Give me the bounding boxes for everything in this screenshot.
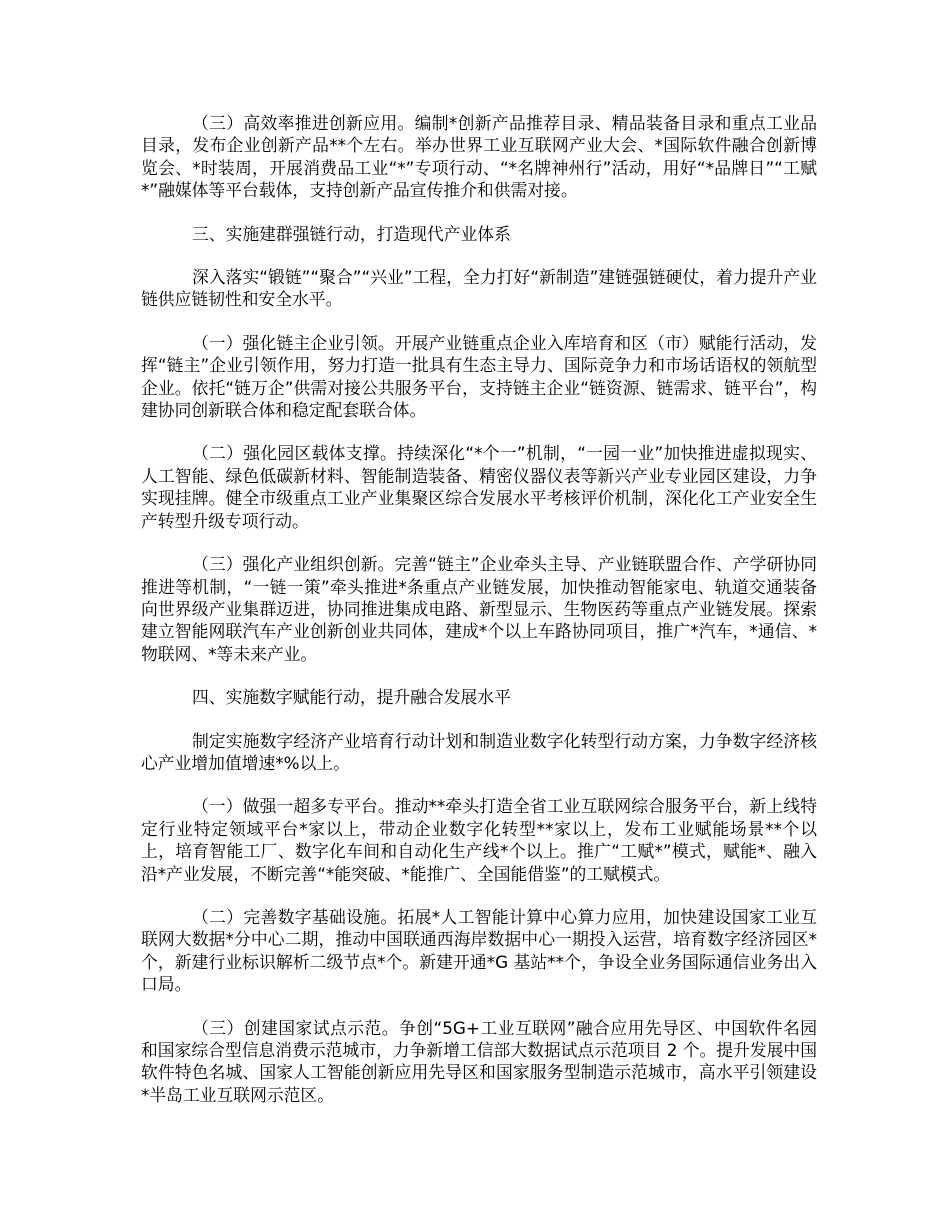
document-body [141,112,817,1127]
paragraph-chain-intro: 深入落实“锻链”“聚合”“兴业”工程，全力打好“新制造”建链强链硬仗，着力提升产业链供应链韧性和安全水平。 [141,267,817,310]
paragraph-digital-intro: 制定实施数字经济产业培育行动计划和制造业数字化转型行动方案，力争数字经济核心产业增加值增速*%以上。 [141,730,817,773]
paragraph-innovation-application: （三）高效率推进创新应用。编制*创新产品推荐目录、精品装备目录和重点工业品目录，发布企业创新产品**个左右。举办世界工业互联网产业大会、*国际软件融合创新博览会、*时装周，开展消费品工业“*”专项行动、“*名牌神州行”活动，用好“*品牌日”“工赋*”融媒体等平台载体，支持创新产品宣传推介和供需对接。 [141,113,817,201]
paragraph-park-support: （二）强化园区载体支撑。持续深化“*个一”机制，“一园一业”加快推进虚拟现实、人工智能、绿色低碳新材料、智能制造装备、精密仪器仪表等新兴产业专业园区建设，力争实现挂牌。健全市级重点工业产业集聚区综合发展水平考核评价机制，深化化工产业安全生产转型升级专项行动。 [141,443,817,531]
section-heading-digital-empowerment: 四、实施数字赋能行动，提升融合发展水平 [192,687,511,708]
paragraph-platforms: （一）做强一超多专平台。推动**牵头打造全省工业互联网综合服务平台，新上线特定行业特定领域平台*家以上，带动企业数字化转型**家以上，发布工业赋能场景**个以上，培育智能工厂、数字化车间和自动化生产线*个以上。推广“工赋*”模式，赋能*、融入沿*产业发展，不断完善“*能突破、*能推广、全国能借鉴”的工赋模式。 [141,796,817,884]
paragraph-industry-organization: （三）强化产业组织创新。完善“链主”企业牵头主导、产业链联盟合作、产学研协同推进等机制，“一链一策”牵头推进*条重点产业链发展，加快推动智能家电、轨道交通装备向世界级产业集群迈进，协同推进集成电路、新型显示、生物医药等重点产业链发展。探索建立智能网联汽车产业创新创业共同体，建成*个以上车路协同项目，推广*汽车，*通信、*物联网、*等未来产业。 [141,554,817,664]
paragraph-infrastructure: （二）完善数字基础设施。拓展*人工智能计算中心算力应用，加快建设国家工业互联网大数据*分中心二期，推动中国联通西海岸数据中心一期投入运营，培育数字经济园区*个，新建行业标识解析二级节点*个。新建开通*G 基站**个，争设全业务国际通信业务出入口局。 [141,906,817,995]
paragraph-pilot-demonstration: （三）创建国家试点示范。争创“5G+工业互联网”融合应用先导区、中国软件名园和国家综合型信息消费示范城市，力争新增工信部大数据试点示范项目 2 个。提升发展中国软件特色名城、国家人工智能创新应用先导区和国家服务型制造示范城市，高水平引领建设*半岛工业互联网示范区。 [141,1017,817,1105]
paragraph-chain-leader: （一）强化链主企业引领。开展产业链重点企业入库培育和区（市）赋能行活动，发挥“链主”企业引领作用，努力打造一批具有生态主导力、国际竞争力和市场话语权的领航型企业。依托“链万企”供需对接公共服务平台，支持链主企业“链资源、链需求、链平台”，构建协同创新联合体和稳定配套联合体。 [141,332,817,421]
section-heading-industry-chain: 三、实施建群强链行动，打造现代产业体系 [192,223,511,244]
